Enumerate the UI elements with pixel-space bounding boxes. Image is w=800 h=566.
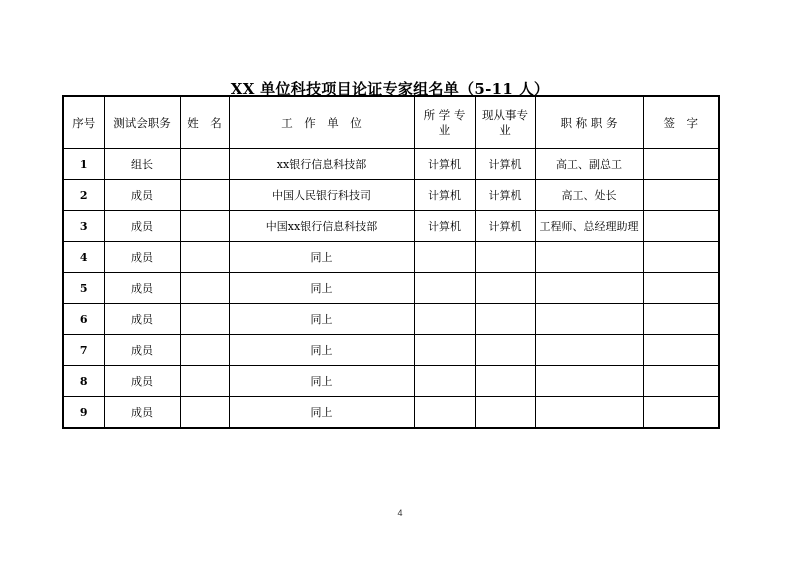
cell-signature: [643, 304, 719, 335]
cell-signature: [643, 149, 719, 180]
cell-title: 高工、处长: [535, 180, 643, 211]
cell-signature: [643, 273, 719, 304]
cell-unit: 同上: [229, 273, 414, 304]
cell-signature: [643, 335, 719, 366]
cell-index: 3: [63, 211, 104, 242]
cell-title: [535, 273, 643, 304]
cell-unit: 同上: [229, 397, 414, 429]
cell-unit: xx银行信息科技部: [229, 149, 414, 180]
cell-name: [180, 180, 229, 211]
header-index: 序号: [63, 96, 104, 149]
cell-unit: 同上: [229, 366, 414, 397]
cell-signature: [643, 397, 719, 429]
page-number: 4: [397, 508, 403, 518]
cell-major: 计算机: [414, 211, 475, 242]
header-current-field: 现从事专 业: [475, 96, 535, 149]
cell-unit: 同上: [229, 335, 414, 366]
cell-signature: [643, 180, 719, 211]
cell-major: 计算机: [414, 149, 475, 180]
cell-title: [535, 335, 643, 366]
table-header: [63, 96, 719, 149]
header-title: 职 称 职 务: [535, 96, 643, 149]
cell-role: 成员: [104, 180, 180, 211]
header-row: [63, 96, 719, 149]
cell-unit: 中国人民银行科技司: [229, 180, 414, 211]
cell-role: 成员: [104, 366, 180, 397]
cell-name: [180, 242, 229, 273]
table-row: [63, 242, 719, 273]
cell-major: 计算机: [414, 180, 475, 211]
cell-title: [535, 304, 643, 335]
cell-role: 组长: [104, 149, 180, 180]
cell-signature: [643, 242, 719, 273]
cell-unit: 同上: [229, 242, 414, 273]
cell-index: 5: [63, 273, 104, 304]
cell-role: 成员: [104, 211, 180, 242]
cell-name: [180, 149, 229, 180]
cell-current-field: [475, 397, 535, 429]
cell-index: 1: [63, 149, 104, 180]
cell-index: 4: [63, 242, 104, 273]
cell-current-field: [475, 304, 535, 335]
header-role: 测试会职务: [104, 96, 180, 149]
cell-role: 成员: [104, 335, 180, 366]
table-row: [63, 273, 719, 304]
cell-role: 成员: [104, 273, 180, 304]
cell-role: 成员: [104, 242, 180, 273]
cell-name: [180, 397, 229, 429]
header-major: 所 学 专 业: [414, 96, 475, 149]
cell-major: [414, 397, 475, 429]
cell-current-field: 计算机: [475, 149, 535, 180]
cell-title: 工程师、总经理助理: [535, 211, 643, 242]
cell-current-field: 计算机: [475, 180, 535, 211]
expert-roster-table: [62, 95, 720, 429]
cell-current-field: [475, 335, 535, 366]
cell-major: [414, 366, 475, 397]
cell-index: 6: [63, 304, 104, 335]
table-row: [63, 149, 719, 180]
cell-signature: [643, 211, 719, 242]
table-row: [63, 304, 719, 335]
cell-index: 8: [63, 366, 104, 397]
cell-index: 7: [63, 335, 104, 366]
cell-unit: 中国xx银行信息科技部: [229, 211, 414, 242]
table-row: [63, 335, 719, 366]
cell-title: 高工、副总工: [535, 149, 643, 180]
cell-major: [414, 273, 475, 304]
table-row: [63, 180, 719, 211]
cell-unit: 同上: [229, 304, 414, 335]
cell-current-field: [475, 242, 535, 273]
cell-major: [414, 335, 475, 366]
cell-current-field: [475, 366, 535, 397]
cell-major: [414, 304, 475, 335]
cell-title: [535, 397, 643, 429]
header-name: 姓 名: [180, 96, 229, 149]
cell-name: [180, 273, 229, 304]
cell-current-field: [475, 273, 535, 304]
cell-signature: [643, 366, 719, 397]
header-unit: 工 作 单 位: [229, 96, 414, 149]
cell-current-field: 计算机: [475, 211, 535, 242]
table-row: [63, 366, 719, 397]
cell-index: 2: [63, 180, 104, 211]
table-row: [63, 397, 719, 429]
cell-role: 成员: [104, 304, 180, 335]
header-signature: 签 字: [643, 96, 719, 149]
cell-name: [180, 366, 229, 397]
cell-role: 成员: [104, 397, 180, 429]
table-row: [63, 211, 719, 242]
cell-name: [180, 304, 229, 335]
cell-title: [535, 242, 643, 273]
table-body: [63, 149, 719, 429]
cell-name: [180, 211, 229, 242]
cell-name: [180, 335, 229, 366]
document-title: XX 单位科技项目论证专家组名单（5-11 人）: [230, 80, 550, 98]
cell-title: [535, 366, 643, 397]
cell-index: 9: [63, 397, 104, 429]
cell-major: [414, 242, 475, 273]
